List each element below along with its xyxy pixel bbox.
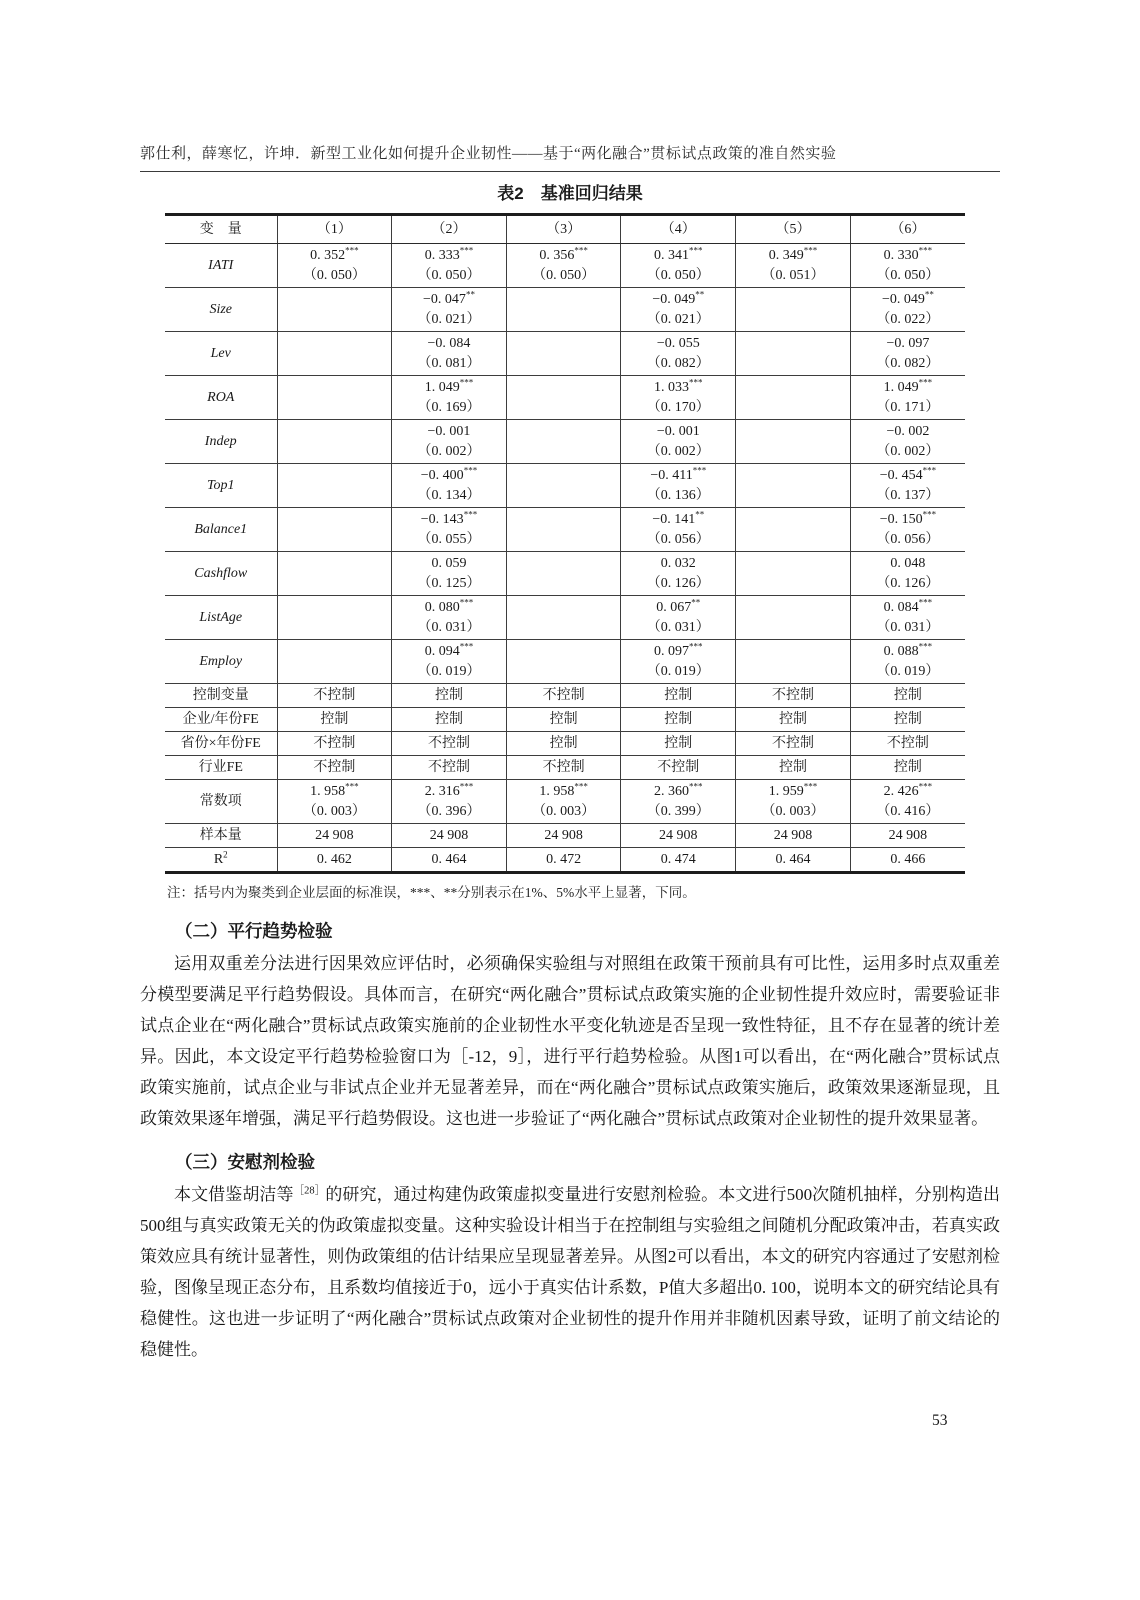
table-cell: 0. 462 [277, 848, 392, 873]
table-cell: 控制 [392, 684, 507, 708]
table-cell: 1. 958*** （0. 003） [506, 780, 621, 824]
col-header-model: （6） [850, 215, 965, 244]
table-cell: 0. 349*** （0. 051） [736, 244, 851, 288]
table-row [165, 508, 965, 552]
table-row [165, 332, 965, 376]
table-cell: 控制 [850, 708, 965, 732]
table-cell: 24 908 [850, 824, 965, 848]
table-cell: 0. 088*** （0. 019） [850, 640, 965, 684]
table-cell: 24 908 [621, 824, 736, 848]
table-row [165, 732, 965, 756]
table-row [165, 684, 965, 708]
table-cell: 不控制 [736, 684, 851, 708]
table-row [165, 824, 965, 848]
table-cell [277, 376, 392, 420]
table-cell [736, 596, 851, 640]
table-cell: −0. 097 （0. 082） [850, 332, 965, 376]
table-cell: 控制 [850, 684, 965, 708]
table-cell: 不控制 [277, 684, 392, 708]
table-cell: 不控制 [850, 732, 965, 756]
table-cell [277, 640, 392, 684]
table-cell: 不控制 [277, 756, 392, 780]
table-row [165, 552, 965, 596]
col-header-variable: 变 量 [165, 215, 277, 244]
row-label: 行业FE [165, 756, 277, 780]
table-cell: 0. 059 （0. 125） [392, 552, 507, 596]
col-header-model: （1） [277, 215, 392, 244]
table-cell: 控制 [506, 708, 621, 732]
table-cell [277, 552, 392, 596]
table-cell [277, 420, 392, 464]
table-cell: −0. 150*** （0. 056） [850, 508, 965, 552]
table-cell: −0. 055 （0. 082） [621, 332, 736, 376]
table-cell: 24 908 [736, 824, 851, 848]
table-cell: −0. 049** （0. 021） [621, 288, 736, 332]
table-cell: 1. 958*** （0. 003） [277, 780, 392, 824]
table-cell: 0. 352*** （0. 050） [277, 244, 392, 288]
row-label: Employ [165, 640, 277, 684]
table-cell [506, 464, 621, 508]
table-cell: 0. 084*** （0. 031） [850, 596, 965, 640]
table-cell: 0. 341*** （0. 050） [621, 244, 736, 288]
table-cell: −0. 047** （0. 021） [392, 288, 507, 332]
section-heading-parallel-trend: （二）平行趋势检验 [175, 921, 333, 941]
table-cell [506, 596, 621, 640]
col-header-model: （5） [736, 215, 851, 244]
table-cell: 不控制 [506, 756, 621, 780]
table-cell: 24 908 [506, 824, 621, 848]
col-header-model: （2） [392, 215, 507, 244]
table-cell: 24 908 [277, 824, 392, 848]
table-cell: 不控制 [392, 732, 507, 756]
row-label: 省份×年份FE [165, 732, 277, 756]
table-cell: 0. 333*** （0. 050） [392, 244, 507, 288]
paragraph-placebo-rest: 的研究，通过构建伪政策虚拟变量进行安慰剂检验。本文进行500次随机抽样，分别构造出500组与真实政策无关的伪政策虚拟变量。这种实验设计相当于在控制组与实验组之间随机分配政策冲击，若真实政策效应具有统计显著性，则伪政策组的估计结果应呈现显著差异。从图2可以看出，本文的研究内容通过了安慰剂检验，图像呈现正态分布，且系数均值接近于0，远小于真实估计系数，P值大多超出0. 100，说明本文的研究结论具有稳健性。这也进一步证明了“两化融合”贯标试点政策对企业韧性的提升作用并非随机因素导致，证明了前文结论的稳健性。 [140, 1185, 1001, 1359]
table-row [165, 376, 965, 420]
table-cell [506, 552, 621, 596]
table-cell: 0. 466 [850, 848, 965, 873]
table-cell: 2. 316*** （0. 396） [392, 780, 507, 824]
table-cell [506, 332, 621, 376]
paragraph-parallel-trend: 运用双重差分法进行因果效应评估时，必须确保实验组与对照组在政策干预前具有可比性，运用多时点双重差分模型要满足平行趋势假设。具体而言，在研究“两化融合”贯标试点政策实施的企业韧性提升效应时，需要验证非试点企业在“两化融合”贯标试点政策实施前的企业韧性水平变化轨迹是否呈现一致性特征，且不存在显著的统计差异。因此，本文设定平行趋势检验窗口为［-12，9］，进行平行趋势检验。从图1可以看出，在“两化融合”贯标试点政策实施前，试点企业与非试点企业并无显著差异，而在“两化融合”贯标试点政策实施后，政策效果逐渐显现，且政策效果逐年增强，满足平行趋势假设。这也进一步验证了“两化融合”贯标试点政策对企业韧性的提升效果显著。 [140, 954, 1000, 1128]
table-cell: 0. 048 （0. 126） [850, 552, 965, 596]
row-label: ROA [165, 376, 277, 420]
table-cell: −0. 143*** （0. 055） [392, 508, 507, 552]
table-note: 注：括号内为聚类到企业层面的标准误，***、**分别表示在1%、5%水平上显著，下同。 [167, 885, 696, 900]
table-row [165, 596, 965, 640]
table-cell [277, 464, 392, 508]
section-heading-placebo: （三）安慰剂检验 [175, 1152, 315, 1172]
table-cell [506, 508, 621, 552]
table-cell: 1. 959*** （0. 003） [736, 780, 851, 824]
table-row [165, 288, 965, 332]
table-cell: 0. 094*** （0. 019） [392, 640, 507, 684]
table-cell: −0. 411*** （0. 136） [621, 464, 736, 508]
citation-ref: ［28］ [293, 1185, 326, 1197]
table-cell: 0. 330*** （0. 050） [850, 244, 965, 288]
table-cell: 0. 464 [736, 848, 851, 873]
table-title: 表2 基准回归结果 [497, 184, 643, 203]
table-cell [277, 508, 392, 552]
table-cell: 1. 033*** （0. 170） [621, 376, 736, 420]
table-cell: 控制 [621, 684, 736, 708]
row-label: Indep [165, 420, 277, 464]
regression-table [165, 213, 965, 874]
table-cell [736, 288, 851, 332]
table-cell: 不控制 [277, 732, 392, 756]
row-label: 样本量 [165, 824, 277, 848]
table-cell: 控制 [850, 756, 965, 780]
row-label: 控制变量 [165, 684, 277, 708]
table-row [165, 244, 965, 288]
table-cell: −0. 084 （0. 081） [392, 332, 507, 376]
table-cell [277, 596, 392, 640]
table-cell: −0. 141** （0. 056） [621, 508, 736, 552]
table-cell: 0. 067** （0. 031） [621, 596, 736, 640]
col-header-model: （3） [506, 215, 621, 244]
table-cell [277, 288, 392, 332]
table-cell [736, 552, 851, 596]
table-header-row [165, 215, 965, 244]
table-cell: 不控制 [506, 684, 621, 708]
table-cell [506, 288, 621, 332]
table-cell: 不控制 [736, 732, 851, 756]
table-cell: −0. 001 （0. 002） [621, 420, 736, 464]
table-cell: −0. 001 （0. 002） [392, 420, 507, 464]
table-cell [736, 508, 851, 552]
table-cell: 不控制 [621, 756, 736, 780]
page-number: 53 [932, 1412, 948, 1429]
table-body [165, 244, 965, 873]
row-label: Cashflow [165, 552, 277, 596]
table-cell: 控制 [392, 708, 507, 732]
table-cell: 控制 [736, 756, 851, 780]
table-cell [736, 464, 851, 508]
table-cell: 0. 464 [392, 848, 507, 873]
table-cell: 0. 032 （0. 126） [621, 552, 736, 596]
table-cell [736, 420, 851, 464]
table-cell: 控制 [621, 732, 736, 756]
table-cell: −0. 400*** （0. 134） [392, 464, 507, 508]
table-cell: 不控制 [392, 756, 507, 780]
paragraph-placebo-start: 本文借鉴胡洁等 [174, 1185, 294, 1204]
table-cell [736, 376, 851, 420]
table-row [165, 464, 965, 508]
table-row [165, 640, 965, 684]
table-row [165, 848, 965, 873]
header-divider [140, 171, 1000, 172]
table-cell: −0. 454*** （0. 137） [850, 464, 965, 508]
table-cell [506, 376, 621, 420]
table-cell: 2. 360*** （0. 399） [621, 780, 736, 824]
table-cell: 0. 472 [506, 848, 621, 873]
table-cell: 24 908 [392, 824, 507, 848]
row-label: Top1 [165, 464, 277, 508]
col-header-model: （4） [621, 215, 736, 244]
row-label: Lev [165, 332, 277, 376]
table-cell: 0. 474 [621, 848, 736, 873]
table-cell: 控制 [506, 732, 621, 756]
table-row [165, 708, 965, 732]
page-content [140, 179, 1000, 1365]
table-cell: 0. 080*** （0. 031） [392, 596, 507, 640]
row-label: Size [165, 288, 277, 332]
table-cell: −0. 049** （0. 022） [850, 288, 965, 332]
table-cell [277, 332, 392, 376]
table-cell: 0. 097*** （0. 019） [621, 640, 736, 684]
table-cell [506, 640, 621, 684]
row-label: 企业/年份FE [165, 708, 277, 732]
table-cell [736, 640, 851, 684]
row-label: Balance1 [165, 508, 277, 552]
table-row [165, 780, 965, 824]
table-cell: −0. 002 （0. 002） [850, 420, 965, 464]
table-cell [736, 332, 851, 376]
table-cell [506, 420, 621, 464]
row-label: $R^2$ [165, 848, 277, 873]
running-header: 郭仕利，薛寒忆，许坤．新型工业化如何提升企业韧性——基于“两化融合”贯标试点政策的准自然实验 [140, 146, 837, 162]
table-cell: 控制 [277, 708, 392, 732]
paragraph-placebo [140, 1179, 1000, 1365]
table-cell: 1. 049*** （0. 169） [392, 376, 507, 420]
table-row [165, 756, 965, 780]
table-cell: 0. 356*** （0. 050） [506, 244, 621, 288]
row-label: ListAge [165, 596, 277, 640]
row-label: 常数项 [165, 780, 277, 824]
table-row [165, 420, 965, 464]
table-cell: 2. 426*** （0. 416） [850, 780, 965, 824]
table-cell: 1. 049*** （0. 171） [850, 376, 965, 420]
table-cell: 控制 [621, 708, 736, 732]
row-label: IATI [165, 244, 277, 288]
table-cell: 控制 [736, 708, 851, 732]
